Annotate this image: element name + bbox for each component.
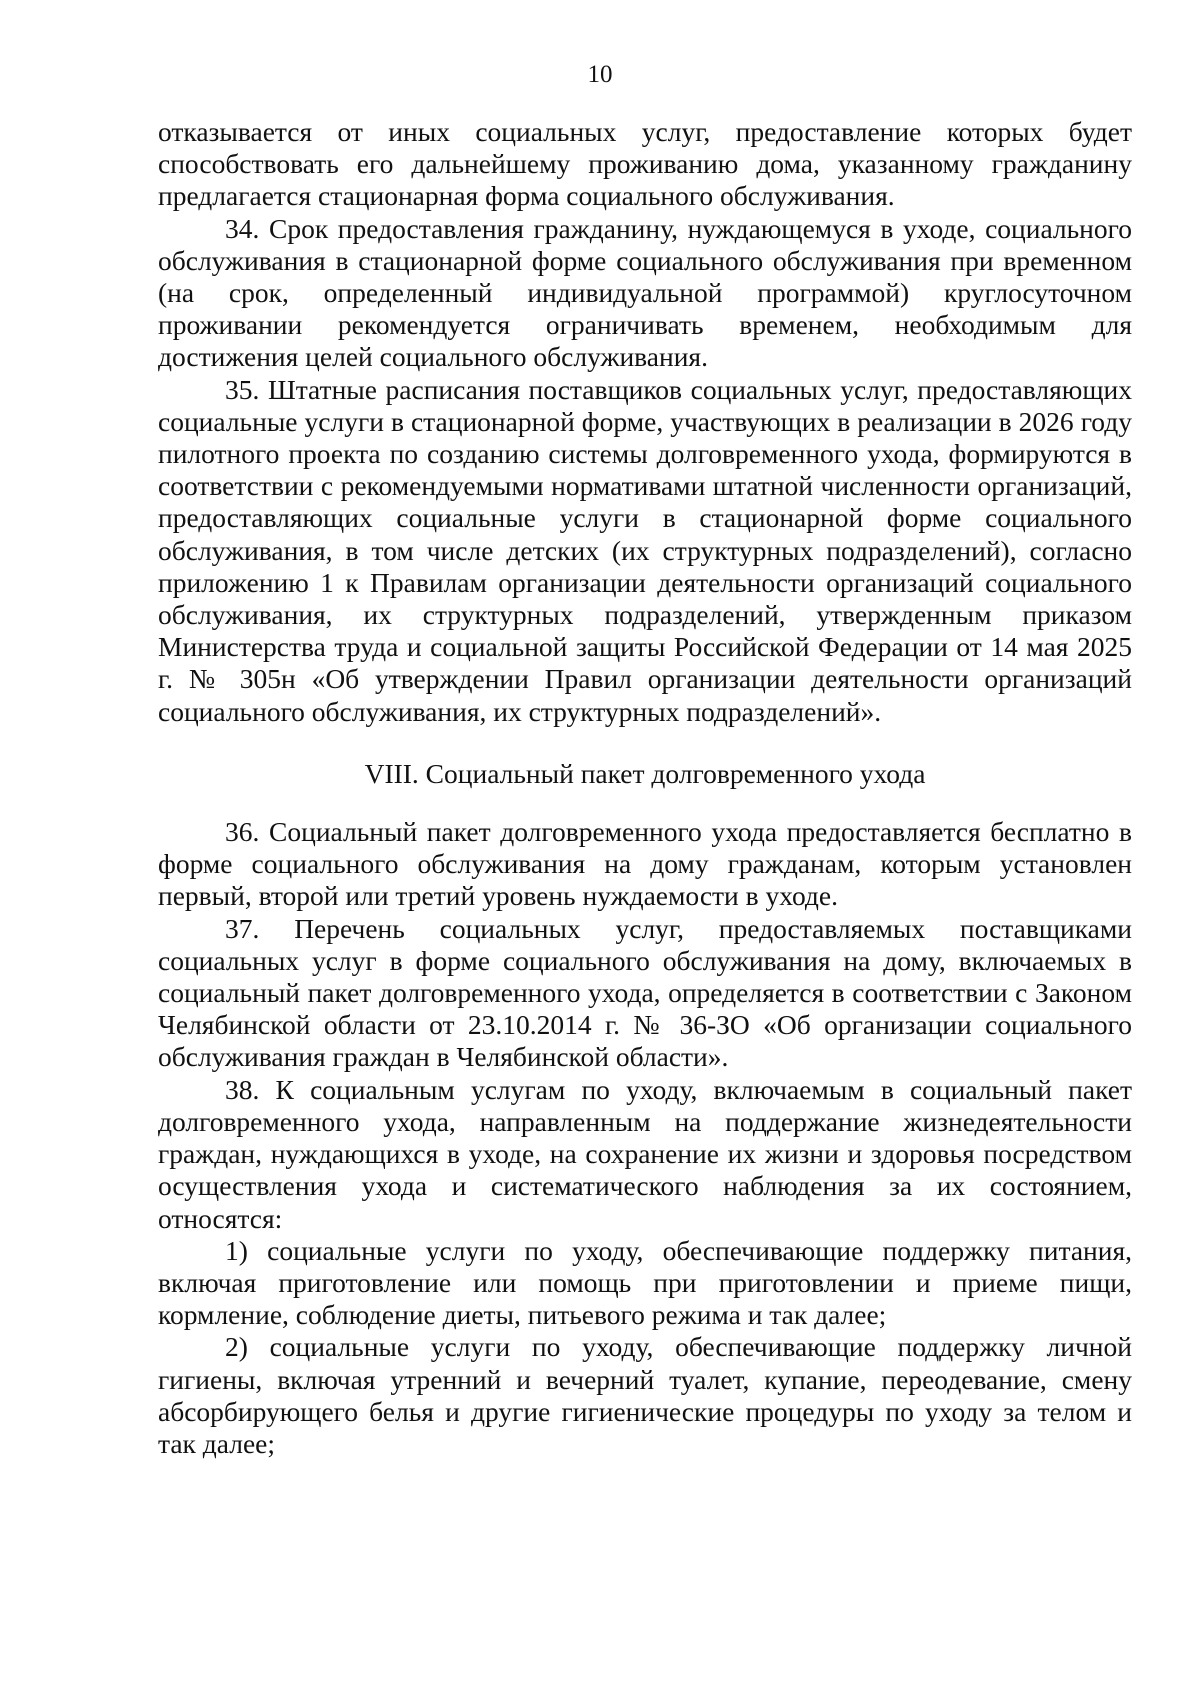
- paragraph-37: 37. Перечень социальных услуг, предоставляемых поставщиками социальных услуг в форме социального обслуживания на дому, включаемых в социальный пакет долговременного ухода, определяется в соответствии с Законом Челябинской области от 23.10.2014 г. № 36-ЗО «Об организации социального обслуживания граждан в Челябинской области».: [158, 912, 1132, 1073]
- document-body: [158, 116, 1132, 1460]
- section-heading: VIII. Социальный пакет долговременного ухода: [364, 757, 926, 789]
- list-item-1: 1) социальные услуги по уходу, обеспечивающие поддержку питания, включая приготовление или помощь при приготовлении и приеме пищи, кормление, соблюдение диеты, питьевого режима и так далее;: [158, 1234, 1132, 1331]
- paragraph-35: 35. Штатные расписания поставщиков социальных услуг, предоставляющих социальные услуги в стационарной форме, участвующих в реализации в 2026 году пилотного проекта по созданию системы долговременного ухода, формируются в соответствии с рекомендуемыми нормативами штатной численности организаций, предоставляющих социальные услуги в стационарной форме социального обслуживания, в том числе детских (их структурных подразделений), согласно приложению 1 к Правилам организации деятельности организаций социального обслуживания, их структурных подразделений, утвержденным приказом Министерства труда и социальной защиты Российской Федерации от 14 мая 2025 г. № 305н «Об утверждении Правил организации деятельности организаций социального обслуживания, их структурных подразделений».: [158, 373, 1132, 727]
- paragraph-continuation: отказывается от иных социальных услуг, предоставление которых будет способствовать его дальнейшему проживанию дома, указанному гражданину предлагается стационарная форма социального обслуживания.: [158, 116, 1132, 212]
- paragraph-34: 34. Срок предоставления гражданину, нуждающемуся в уходе, социального обслуживания в стационарной форме социального обслуживания при временном (на срок, определенный индивидуальной программой) круглосуточном проживании рекомендуется ограничивать временем, необходимым для достижения целей социального обслуживания.: [158, 212, 1132, 373]
- paragraph-38: 38. К социальным услугам по уходу, включаемым в социальный пакет долговременного ухода, направленным на поддержание жизнедеятельности граждан, нуждающихся в уходе, на сохранение их жизни и здоровья посредством осуществления ухода и систематического наблюдения за их состоянием, относятся:: [158, 1073, 1132, 1234]
- list-item-2: 2) социальные услуги по уходу, обеспечивающие поддержку личной гигиены, включая утренний и вечерний туалет, купание, переодевание, смену абсорбирующего белья и другие гигиенические процедуры по уходу за телом и так далее;: [158, 1331, 1132, 1459]
- paragraph-36: 36. Социальный пакет долговременного ухода предоставляется бесплатно в форме социального обслуживания на дому гражданам, которым установлен первый, второй или третий уровень нуждаемости в уходе.: [158, 816, 1132, 912]
- page-number: 10: [587, 61, 613, 88]
